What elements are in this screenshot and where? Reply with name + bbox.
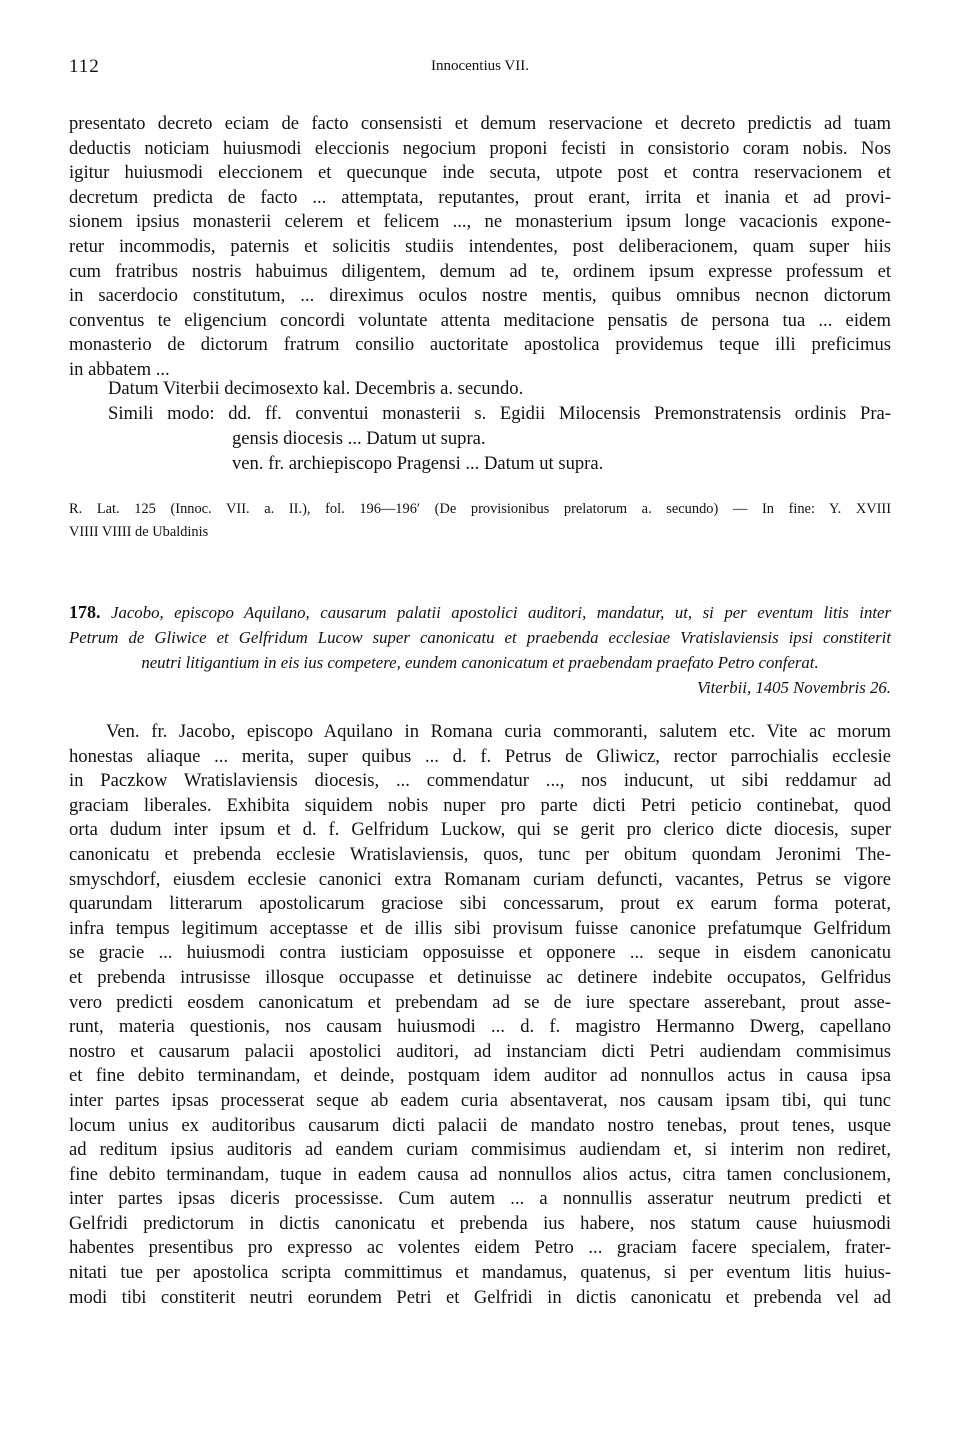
page-header bbox=[69, 56, 891, 86]
dateline: Viterbii, 1405 Novembris 26. bbox=[696, 678, 891, 697]
text-line: in Paczkow Wratislaviensis diocesis, ... commendatur ..., nos inducunt, ut sibi reddamur ad bbox=[69, 770, 891, 792]
text-line: vero predicti eosdem canonicatum et prebendam ad se de iure spectare asserebant, prout asse- bbox=[69, 991, 891, 1013]
regest-text: Jacobo, episcopo Aquilano, causarum palatii apostolici auditori, mandatur, ut, si per eventum litis inter bbox=[111, 603, 892, 622]
text-line: in sacerdocio constitutum, ... direximus oculos nostre mentis, quibus omnibus necnon dictorum bbox=[69, 285, 891, 307]
text-line: cum fratribus nostris habuimus diligentem, demum ad te, ordinem ipsum expresse professum et bbox=[69, 260, 891, 282]
datum-line: Datum Viterbii decimosexto kal. Decembris a. secundo. bbox=[108, 378, 524, 399]
text-line: runt, materia questionis, nos causam huiusmodi ... d. f. magistro Hermanno Dwerg, capellano bbox=[69, 1016, 891, 1038]
text-line: infra tempus legitimum acceptasse et de illis sibi provisum fuisse canonice prefatumque Gelfridum bbox=[69, 917, 891, 939]
text-line: honestas aliaque ... merita, super quibus ... d. f. Petrus de Gliwicz, rector parrochialis ecclesie bbox=[69, 745, 891, 767]
text-line: conventus te eligencium concordi voluntate attenta meditacione pensatis de persona tua ... eidem bbox=[69, 309, 891, 331]
text-line: quarundam litterarum apostolicarum graciose sibi concessarum, prout ex earum forma poterat, bbox=[69, 893, 891, 915]
text-line: sionem ipsius monasterii celerem et felicem ..., ne monasterium ipsum longe vacacionis expone- bbox=[69, 211, 891, 233]
text-line: et fine debito terminandam, et deinde, postquam idem auditor ad nonnullos actus in causa ipsa bbox=[69, 1065, 891, 1087]
text-line: canonicatu et prebenda ecclesie Wratislaviensis, quos, tunc per obitum quondam Jeronimi The- bbox=[69, 843, 891, 865]
text-line: ad reditum ipsius auditoris ad eandem curiam commisimus audiendam et, si interim non rediret, bbox=[69, 1139, 891, 1161]
text-line: et prebenda intrusisse illosque occupasse et detinuisse ac detinere indebite occupatos, Gelfridus bbox=[69, 966, 891, 988]
text-line: presentato decreto eciam de facto consensisti et demum reservacione et decreto predictis ad tuam bbox=[69, 113, 891, 134]
text-line: Gelfridi predictorum in dictis canonicatu et prebenda ius habere, nos statum cause huiusmodi bbox=[69, 1212, 891, 1234]
document-number: 178. bbox=[69, 602, 101, 622]
text-line: decretum predicta de facto ... attemptata, reputantes, prout erant, irrita et inania et ad provi- bbox=[69, 186, 891, 208]
page-number: 112 bbox=[69, 56, 100, 77]
text-line: fine debito terminandam, tuque in eadem causa ad nonnullos alios actus, citra tamen conclusionem, bbox=[69, 1163, 891, 1185]
text-line: modi tibi constiterit neutri eorundem Petri et Gelfridi in dictis canonicatu et prebenda vel ad bbox=[69, 1286, 891, 1308]
regest-line: Petrum de Gliwice et Gelfridum Lucow super canonicatu et praebenda ecclesiae Vratislaviensis ipsi constiterit bbox=[69, 627, 891, 647]
document-text bbox=[69, 720, 891, 1310]
regest-line: neutri litigantium in eis ius competere, eundem canonicatum et praebendam praefato Petro conferat. bbox=[141, 652, 819, 672]
text-line: retur incommodis, paternis et solicitis studiis intendentes, post deliberacionem, quam super hiis bbox=[69, 235, 891, 257]
simili-modo-archbishop: ven. fr. archiepiscopo Pragensi ... Datum ut supra. bbox=[232, 453, 604, 474]
source-note-line: VIIII VIIII de Ubaldinis bbox=[69, 523, 209, 540]
text-line: Ven. fr. Jacobo, episcopo Aquilano in Romana curia commoranti, salutem etc. Vite ac morum bbox=[106, 721, 891, 742]
text-line: habentes presentibus pro expresso ac volentes eidem Petro ... graciam facere specialem, frater- bbox=[69, 1237, 891, 1259]
text-line: orta dudum inter ipsum et d. f. Gelfridum Luckow, qui se gerit pro clerico dicte diocesis, super bbox=[69, 819, 891, 841]
simili-modo-continuation: gensis diocesis ... Datum ut supra. bbox=[232, 428, 486, 449]
regest-line bbox=[69, 600, 891, 626]
text-line: se gracie ... huiusmodi contra iusticiam opposuisse et opponere ... seque in eisdem canonicatu bbox=[69, 942, 891, 964]
text-line: graciam liberales. Exhibita siquidem nobis nuper pro parte dicti Petri peticio continebat, quod bbox=[69, 794, 891, 816]
text-line: inter partes ipsas processerat seque ab eadem curia absentaverat, nos causam ipsam tibi, qui tunc bbox=[69, 1089, 891, 1111]
source-note bbox=[69, 498, 891, 543]
text-line: smyschdorf, eiusdem ecclesie canonici extra Romanam curiam defuncti, vacantes, Petrus se vigore bbox=[69, 868, 891, 890]
simili-modo-line: Simili modo: dd. ff. conventui monasterii s. Egidii Milocensis Premonstratensis ordinis Pra- bbox=[108, 403, 891, 424]
text-line: inter partes ipsas diceris processisse. Cum autem ... a nonnullis asseratur neutrum predicti et bbox=[69, 1188, 891, 1210]
text-line: locum unius ex auditoribus causarum dicti palacii de mandato nostro tenebas, prout tenes, usque bbox=[69, 1114, 891, 1136]
text-line: monasterio de dictorum fratrum consilio auctoritate apostolica providemus teque illi preficimus bbox=[69, 334, 891, 356]
running-title: Innocentius VII. bbox=[430, 58, 530, 74]
source-note-line: R. Lat. 125 (Innoc. VII. a. II.), fol. 196—196′ (De provisionibus prelatorum a. secundo) — In fine: Y. XVIII bbox=[69, 501, 891, 517]
text-line: igitur huiusmodi eleccionem et quecunque inde secuta, utpote post et contra reservacionem et bbox=[69, 162, 891, 184]
previous-letter-text bbox=[69, 112, 891, 383]
text-line: in abbatem ... bbox=[69, 358, 170, 380]
text-line: deductis noticiam huiusmodi eleccionis negocium proponi fecisti in consistorio coram nobis. Nos bbox=[69, 137, 891, 159]
text-line: nitati tue per apostolica scripta committimus et mandamus, quatenus, si per eventum litis huius- bbox=[69, 1262, 891, 1284]
document-regest bbox=[69, 600, 891, 675]
text-line: nostro et causarum palacii apostolici auditori, ad instanciam dicti Petri audiendam commisimus bbox=[69, 1040, 891, 1062]
